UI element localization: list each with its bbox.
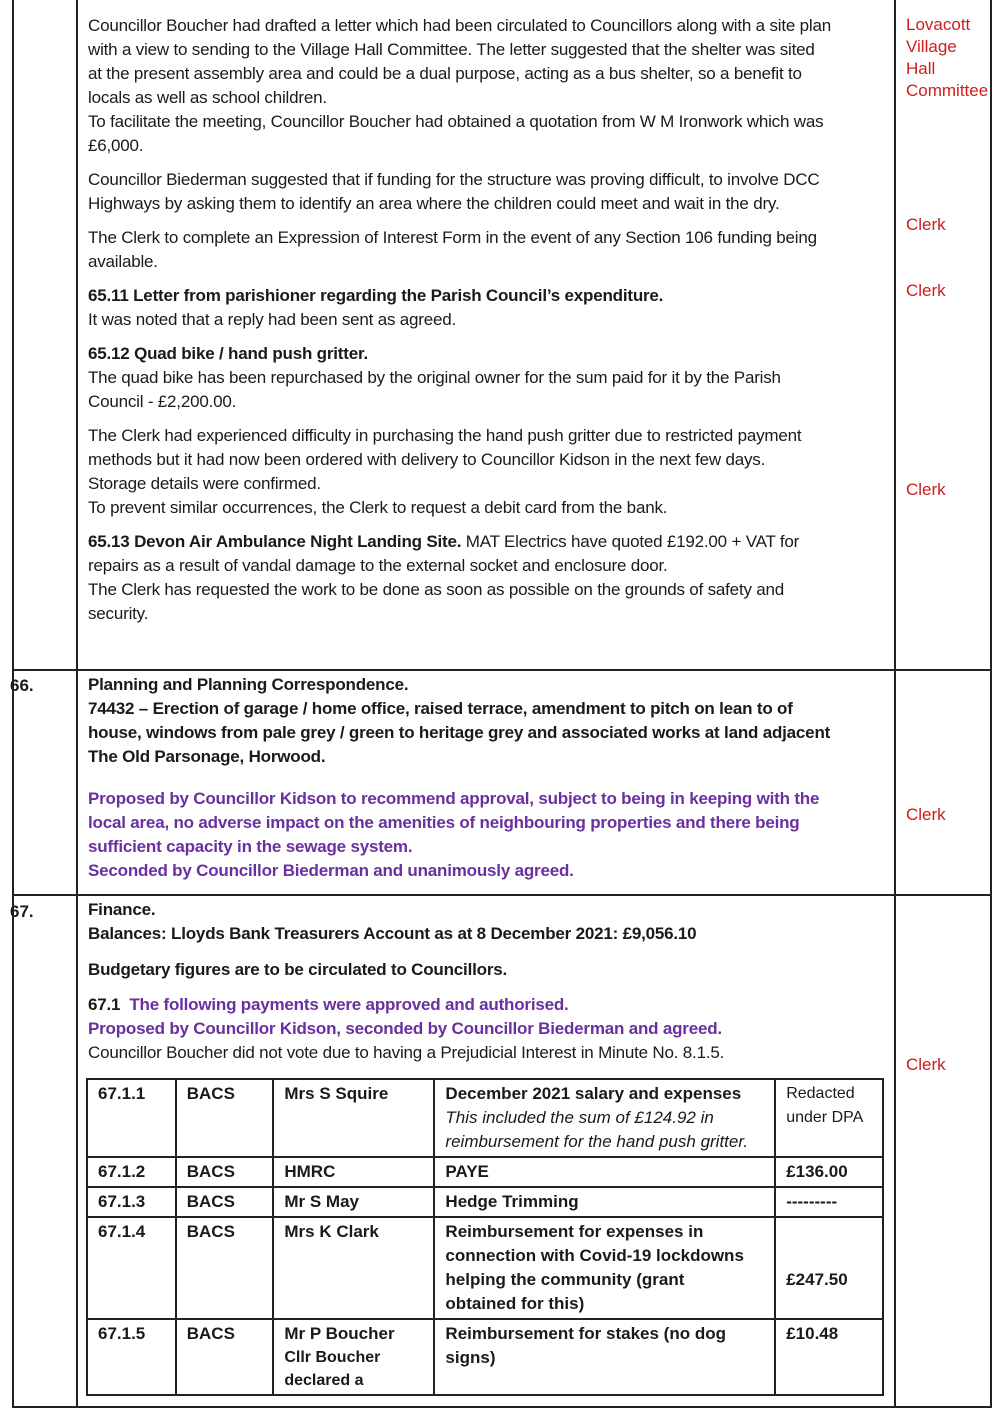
payment-ref: 67.1.5 bbox=[87, 1319, 176, 1395]
text-line: Councillor Boucher had drafted a letter which had been circulated to Councillors along with a site plan bbox=[88, 16, 831, 35]
description-note: reimbursement for the hand push gritter. bbox=[445, 1132, 749, 1151]
section-title: Planning and Planning Correspondence. bbox=[88, 675, 409, 694]
description-line: December 2021 salary and expenses bbox=[445, 1084, 742, 1103]
amount-line: under DPA bbox=[786, 1109, 864, 1126]
section-66-body bbox=[88, 673, 888, 883]
payment-amount: £136.00 bbox=[775, 1157, 883, 1187]
budget-line: Budgetary figures are to be circulated to Councillors. bbox=[88, 960, 508, 979]
section-65-body bbox=[88, 14, 888, 634]
item-number: 67.1 bbox=[88, 995, 121, 1014]
payment-method: BACS bbox=[176, 1187, 274, 1217]
table-row bbox=[87, 1157, 883, 1187]
text-line: The Old Parsonage, Horwood. bbox=[88, 747, 326, 766]
text-line: Proposed by Councillor Kidson to recommend approval, subject to being in keeping with the bbox=[88, 789, 820, 808]
text-line: Council - £2,200.00. bbox=[88, 392, 237, 411]
payment-description: Hedge Trimming bbox=[434, 1187, 775, 1217]
payment-ref: 67.1.3 bbox=[87, 1187, 176, 1217]
row-divider-67 bbox=[12, 894, 992, 896]
table-row bbox=[87, 1217, 883, 1319]
table-row bbox=[87, 1319, 883, 1395]
payment-payee: Mrs S Squire bbox=[273, 1079, 434, 1157]
action-clerk: Clerk bbox=[906, 281, 946, 300]
action-clerk: Clerk bbox=[906, 480, 946, 499]
text-line: The Clerk has requested the work to be done as soon as possible on the grounds of safety and bbox=[88, 580, 785, 599]
item-heading: The following payments were approved and authorised. bbox=[120, 995, 569, 1014]
text-line: local area, no adverse impact on the amenities of neighbouring properties and there being bbox=[88, 813, 800, 832]
payment-description: PAYE bbox=[434, 1157, 775, 1187]
payment-ref: 67.1.4 bbox=[87, 1217, 176, 1319]
payment-method: BACS bbox=[176, 1157, 274, 1187]
payment-amount: £247.50 bbox=[775, 1217, 883, 1319]
text-line: at the present assembly area and could be a dual purpose, acting as a bus shelter, so a benefit to bbox=[88, 64, 802, 83]
payment-amount: --------- bbox=[775, 1187, 883, 1217]
text-line: Councillor Biederman suggested that if funding for the structure was proving difficult, to involve DCC bbox=[88, 170, 820, 189]
minute-number-67: 67. bbox=[10, 902, 34, 921]
text-line: The Clerk had experienced difficulty in purchasing the hand push gritter due to restricted payment bbox=[88, 426, 802, 445]
action-line: Village bbox=[906, 37, 957, 56]
payee-line: Mr P Boucher bbox=[284, 1324, 395, 1343]
payment-description bbox=[434, 1079, 775, 1157]
text-line: Storage details were confirmed. bbox=[88, 474, 321, 493]
paragraph-biederman bbox=[88, 168, 888, 216]
description-line: obtained for this) bbox=[445, 1294, 585, 1313]
payment-ref: 67.1.2 bbox=[87, 1157, 176, 1187]
action-clerk: Clerk bbox=[906, 805, 946, 824]
item-heading: 65.12 Quad bike / hand push gritter. bbox=[88, 344, 368, 363]
table-row bbox=[87, 1079, 883, 1157]
description-line: connection with Covid-19 lockdowns bbox=[445, 1246, 744, 1265]
item-heading: 65.11 Letter from parishioner regarding the Parish Council’s expenditure. bbox=[88, 286, 664, 305]
paragraph-expression-of-interest bbox=[88, 226, 888, 274]
table-border-right bbox=[990, 0, 992, 1408]
item-65-12 bbox=[88, 342, 888, 414]
item-65-12-gritter bbox=[88, 424, 888, 520]
payment-payee: Mr S May bbox=[273, 1187, 434, 1217]
text-line: To prevent similar occurrences, the Clerk to request a debit card from the bank. bbox=[88, 498, 668, 517]
description-line: Reimbursement for expenses in bbox=[445, 1222, 704, 1241]
item-67-1-heading bbox=[88, 993, 888, 1017]
payment-method: BACS bbox=[176, 1319, 274, 1395]
item-65-11 bbox=[88, 284, 888, 332]
payments-table bbox=[86, 1078, 884, 1396]
section-67-body bbox=[88, 898, 888, 1065]
interest-note: Councillor Boucher did not vote due to having a Prejudicial Interest in Minute No. 8.1.5. bbox=[88, 1043, 725, 1062]
row-divider-66 bbox=[12, 669, 992, 671]
text-line: security. bbox=[88, 604, 149, 623]
balances-line: Balances: Lloyds Bank Treasurers Account as at 8 December 2021: £9,056.10 bbox=[88, 924, 697, 943]
table-border-left bbox=[12, 0, 14, 1408]
action-line: Committee bbox=[906, 81, 989, 100]
payment-amount: £10.48 bbox=[775, 1319, 883, 1395]
payment-description bbox=[434, 1319, 775, 1395]
action-line: Hall bbox=[906, 59, 936, 78]
table-row bbox=[87, 1187, 883, 1217]
action-lovacott bbox=[906, 14, 988, 102]
text-line: with a view to sending to the Village Hall Committee. The letter suggested that the shelter was sited bbox=[88, 40, 815, 59]
description-line: signs) bbox=[445, 1348, 496, 1367]
text-line: Highways by asking them to identify an area where the children could meet and wait in the dry. bbox=[88, 194, 780, 213]
text-line: methods but it had now been ordered with delivery to Councillor Kidson in the next few days. bbox=[88, 450, 766, 469]
payee-note: declared a bbox=[284, 1372, 364, 1389]
text-span: MAT Electrics have quoted £192.00 + VAT for bbox=[461, 532, 800, 551]
minute-number-66: 66. bbox=[10, 676, 34, 695]
text-line: sufficient capacity in the sewage system. bbox=[88, 837, 413, 856]
text-line: repairs as a result of vandal damage to the external socket and enclosure door. bbox=[88, 556, 668, 575]
payment-amount bbox=[775, 1079, 883, 1157]
payee-note: Cllr Boucher bbox=[284, 1349, 381, 1366]
action-line: Lovacott bbox=[906, 15, 971, 34]
payment-payee: Mrs K Clark bbox=[273, 1217, 434, 1319]
payment-ref: 67.1.1 bbox=[87, 1079, 176, 1157]
text-line: available. bbox=[88, 252, 158, 271]
text-line: Seconded by Councillor Biederman and unanimously agreed. bbox=[88, 861, 574, 880]
text-line: To facilitate the meeting, Councillor Boucher had obtained a quotation from W M Ironwork which was bbox=[88, 112, 824, 131]
item-65-13 bbox=[88, 530, 888, 626]
text-line: 74432 – Erection of garage / home office, raised terrace, amendment to pitch on lean to of bbox=[88, 699, 793, 718]
resolution bbox=[88, 787, 888, 883]
description-note: This included the sum of £124.92 in bbox=[445, 1108, 714, 1127]
action-clerk: Clerk bbox=[906, 1055, 946, 1074]
text-line: It was noted that a reply had been sent as agreed. bbox=[88, 310, 457, 329]
paragraph-letter bbox=[88, 14, 888, 158]
column-divider-action bbox=[894, 0, 896, 1408]
payment-description bbox=[434, 1217, 775, 1319]
action-clerk: Clerk bbox=[906, 215, 946, 234]
text-line: The Clerk to complete an Expression of Interest Form in the event of any Section 106 funding being bbox=[88, 228, 817, 247]
payment-method: BACS bbox=[176, 1217, 274, 1319]
amount-line: Redacted bbox=[786, 1085, 855, 1102]
text-line: locals as well as school children. bbox=[88, 88, 327, 107]
payment-payee: HMRC bbox=[273, 1157, 434, 1187]
payment-payee bbox=[273, 1319, 434, 1395]
text-line: £6,000. bbox=[88, 136, 144, 155]
text-line: house, windows from pale grey / green to heritage grey and associated works at land adjacent bbox=[88, 723, 831, 742]
description-line: Reimbursement for stakes (no dog bbox=[445, 1324, 726, 1343]
column-divider-number bbox=[76, 0, 78, 1408]
proposal-line: Proposed by Councillor Kidson, seconded by Councillor Biederman and agreed. bbox=[88, 1019, 722, 1038]
table-border-bottom bbox=[12, 1406, 992, 1408]
description-line: helping the community (grant bbox=[445, 1270, 685, 1289]
item-heading: 65.13 Devon Air Ambulance Night Landing Site. bbox=[88, 532, 462, 551]
text-line: The quad bike has been repurchased by the original owner for the sum paid for it by the Parish bbox=[88, 368, 781, 387]
section-title: Finance. bbox=[88, 900, 156, 919]
payment-method: BACS bbox=[176, 1079, 274, 1157]
